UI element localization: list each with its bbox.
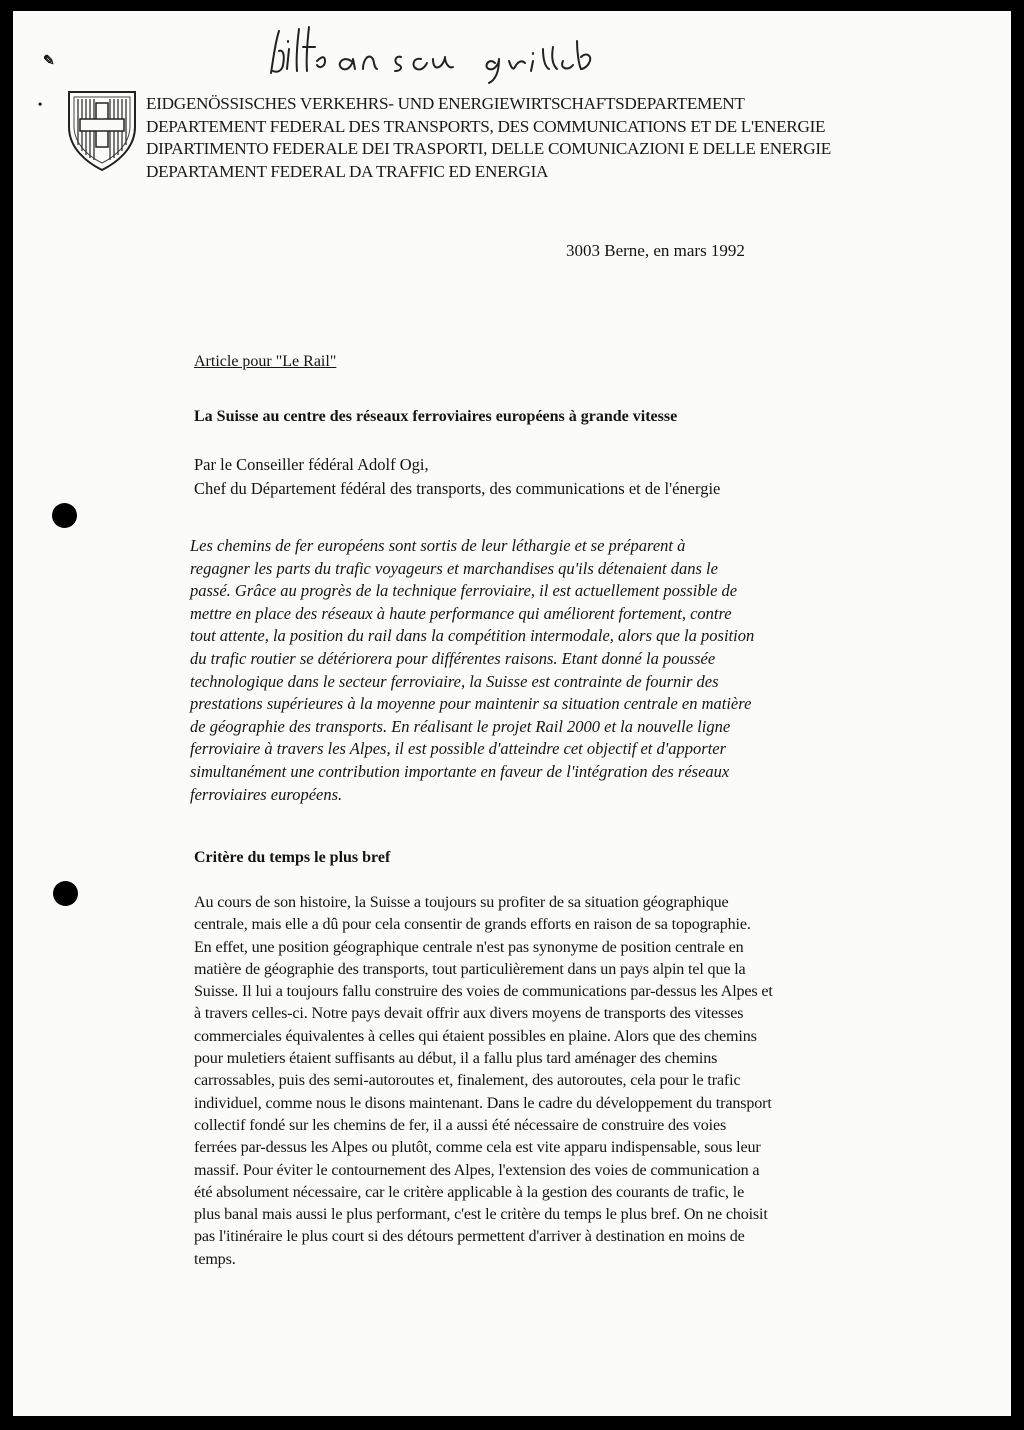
intro-line: prestations supérieures à la moyenne pour maintenir sa situation centrale en matière — [190, 694, 752, 714]
punch-hole — [53, 881, 78, 906]
body-line: centrale, mais elle a dû pour cela consentir de grands efforts en raison de sa topographie. — [194, 916, 751, 934]
body-line: ferrées par-dessus les Alpes ou plutôt, comme cela est vite apparu indispensable, sous leur — [194, 1139, 761, 1157]
body-line: Au cours de son histoire, la Suisse a toujours su profiter de sa situation géographique — [194, 894, 729, 911]
body-line: En effet, une position géographique centrale n'est pas synonyme de position centrale en — [194, 938, 744, 956]
body-line: pas l'itinéraire le plus court si des détours permettent d'arriver à destination en moins de — [194, 1228, 745, 1246]
letterhead-line-it: DIPARTIMENTO FEDERALE DEI TRASPORTI, DELLE COMUNICAZIONI E DELLE ENERGIE — [146, 139, 831, 158]
body-line: temps. — [194, 1250, 236, 1268]
intro-line: mettre en place des réseaux à haute performance qui améliorent fortement, contre — [190, 603, 732, 623]
punch-hole — [52, 503, 77, 528]
byline — [194, 453, 720, 501]
body-line: à travers celles-ci. Notre pays devait offrir aux divers moyens de transports des vitesses — [194, 1005, 744, 1023]
body-paragraph — [194, 892, 773, 1271]
letterhead — [146, 93, 831, 183]
body-line: massif. Pour éviter le contournement des Alpes, l'extension des voies de communication a — [194, 1161, 760, 1179]
margin-dot: • — [38, 97, 43, 111]
document-page — [13, 11, 1011, 1416]
letterhead-line-rm: DEPARTAMENT FEDERAL DA TRAFFIC ED ENERGIA — [146, 161, 549, 181]
body-line: individuel, comme nous le disons maintenant. Dans le cadre du développement du transport — [194, 1094, 772, 1112]
place-date: 3003 Berne, en mars 1992 — [566, 241, 745, 260]
article-kicker: Article pour "Le Rail" — [194, 353, 337, 370]
intro-line: Les chemins de fer européens sont sortis de leur léthargie et se préparent à — [190, 536, 686, 555]
body-line: matière de géographie des transports, tout particulièrement dans un pays alpin tel que la — [194, 960, 746, 978]
intro-line: technologique dans le secteur ferroviaire, la Suisse est contrainte de fournir des — [190, 671, 719, 691]
body-line: Suisse. Il lui a toujours fallu construire des voies de communications par-dessus les Alpes et — [194, 983, 773, 1001]
intro-line: du trafic routier se détériorera pour différentes raisons. Etant donné la poussée — [190, 648, 716, 668]
body-line: plus banal mais aussi le plus performant, c'est le critère du temps le plus bref. On ne choisit — [194, 1206, 768, 1224]
section-heading: Critère du temps le plus bref — [194, 849, 391, 866]
body-line: carrossables, puis des semi-autoroutes et, finalement, des autoroutes, cela pour le trafic — [194, 1072, 741, 1090]
handwritten-annotation — [263, 21, 623, 91]
intro-line: passé. Grâce au progrès de la technique ferroviaire, il est actuellement possible de — [190, 581, 738, 601]
body-line: été absolument nécessaire, car le critère applicable à la gestion des courants de trafic, le — [194, 1183, 745, 1201]
intro-paragraph — [190, 535, 950, 806]
intro-line: de géographie des transports. En réalisant le projet Rail 2000 et la nouvelle ligne — [190, 716, 731, 736]
body-line: pour muletiers étaient suffisants au début, il a fallu plus tard aménager des chemins — [194, 1050, 718, 1068]
intro-line: simultanément une contribution importante en faveur de l'intégration des réseaux — [190, 761, 730, 781]
intro-line: regagner les parts du trafic voyageurs et marchandises qu'ils détenaient dans le — [190, 558, 718, 578]
byline-author: Par le Conseiller fédéral Adolf Ogi, — [194, 455, 429, 474]
swiss-crest-icon — [66, 89, 138, 173]
body-line: commerciales équivalentes à celles qui étaient possibles en plaine. Alors que des chemins — [194, 1027, 757, 1045]
body-line: collectif fondé sur les chemins de fer, il a aussi été nécessaire de construire des voies — [194, 1116, 727, 1134]
letterhead-line-de: EIDGENÖSSISCHES VERKEHRS- UND ENERGIEWIRTSCHAFTSDEPARTEMENT — [146, 94, 745, 113]
intro-line: tout attente, la position du rail dans la compétition intermodale, alors que la position — [190, 626, 755, 646]
letterhead-line-fr: DEPARTEMENT FEDERAL DES TRANSPORTS, DES COMMUNICATIONS ET DE L'ENERGIE — [146, 116, 826, 136]
intro-line: ferroviaire à travers les Alpes, il est possible d'atteindre cet objectif et d'apporter — [190, 739, 727, 759]
margin-mark: ✎ — [43, 54, 55, 69]
intro-line: ferroviaires européens. — [190, 784, 343, 804]
byline-role: Chef du Département fédéral des transports, des communications et de l'énergie — [194, 479, 721, 498]
article-title: La Suisse au centre des réseaux ferroviaires européens à grande vitesse — [194, 408, 678, 425]
